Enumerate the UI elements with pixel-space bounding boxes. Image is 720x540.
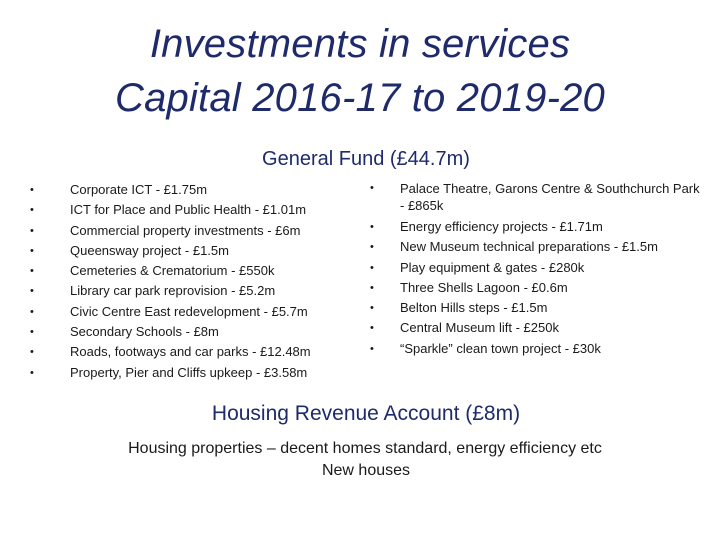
bullet-icon: • (370, 261, 374, 274)
new-houses-text: New houses (321, 462, 411, 479)
list-item-text: Corporate ICT - £1.75m (70, 182, 208, 197)
list-item-text: Central Museum lift - £250k (400, 320, 559, 336)
list-item (370, 298, 700, 318)
bullet-icon: • (370, 302, 374, 315)
list-item-text: New Museum technical preparations - £1.5m (400, 239, 658, 255)
list-item (30, 261, 370, 281)
list-item (370, 278, 700, 298)
bullet-icon: • (30, 346, 34, 359)
list-item (30, 363, 370, 383)
list-item (370, 237, 700, 257)
list-item-text: Property, Pier and Cliffs upkeep - £3.58m (70, 364, 308, 380)
list-item-text: Library car park reprovision - £5.2m (70, 283, 276, 299)
list-item-text: Commercial property investments - £6m (70, 222, 301, 238)
list-item-text: Roads, footways and car parks - £12.48m (70, 344, 311, 360)
bullet-icon: • (30, 285, 34, 298)
housing-revenue-account-heading: Housing Revenue Account (£8m) (211, 402, 521, 425)
bullet-icon: • (370, 182, 374, 194)
list-item (30, 302, 370, 322)
list-item-text: Cemeteries & Crematorium - £550k (70, 263, 275, 279)
general-fund-heading: General Fund (£44.7m) (262, 148, 470, 170)
bullet-icon: • (370, 342, 374, 355)
housing-properties-text: Housing properties – decent homes standard, energy efficiency etc (128, 440, 602, 457)
list-item (370, 180, 700, 217)
slide-subtitle: Capital 2016-17 to 2019-20 (114, 76, 605, 120)
bullet-icon: • (30, 326, 34, 339)
list-item-text: Energy efficiency projects - £1.71m (400, 219, 603, 234)
bullet-icon: • (30, 305, 34, 318)
list-item (370, 339, 700, 359)
bullet-icon: • (30, 184, 34, 196)
list-item-text: “Sparkle” clean town project - £30k (400, 340, 601, 356)
bullet-icon: • (30, 265, 34, 278)
list-item (30, 200, 370, 220)
list-item (370, 217, 700, 237)
list-item-text: Secondary Schools - £8m (70, 324, 219, 340)
bullet-icon: • (30, 244, 34, 257)
list-item-text: Play equipment & gates - £280k (400, 259, 585, 275)
list-item (30, 322, 370, 342)
list-item (30, 221, 370, 241)
list-item (30, 342, 370, 362)
slide-title: Investments in services (149, 22, 571, 66)
list-item (370, 258, 700, 278)
bullet-icon: • (370, 221, 374, 233)
bullet-icon: • (370, 322, 374, 335)
list-item-text: Belton Hills steps - £1.5m (400, 300, 548, 316)
general-fund-list-right (370, 180, 700, 359)
list-item (370, 318, 700, 338)
list-item-text: Three Shells Lagoon - £0.6m (400, 279, 568, 295)
bullet-icon: • (30, 366, 34, 379)
bullet-icon: • (30, 204, 34, 217)
list-item-text: Queensway project - £1.5m (70, 242, 229, 258)
bullet-icon: • (370, 281, 374, 294)
list-item (30, 180, 370, 200)
bullet-icon: • (370, 241, 374, 254)
list-item (30, 241, 370, 261)
general-fund-list-left (30, 180, 370, 383)
list-item (30, 281, 370, 301)
list-item-text: ICT for Place and Public Health - £1.01m (70, 202, 307, 218)
bullet-icon: • (30, 224, 34, 237)
list-item-text: Palace Theatre, Garons Centre & Southchurch Park - £865k (400, 181, 700, 213)
list-item-text: Civic Centre East redevelopment - £5.7m (70, 303, 308, 319)
